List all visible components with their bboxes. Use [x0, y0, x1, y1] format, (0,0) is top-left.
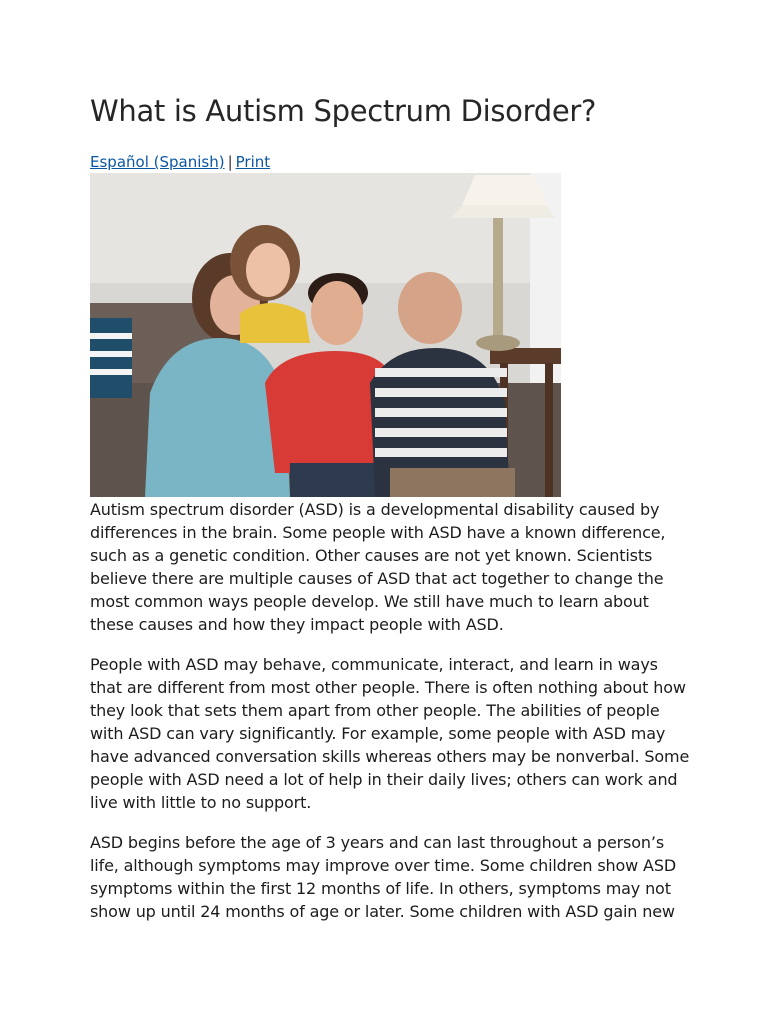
print-link[interactable]: Print	[235, 153, 271, 171]
paragraph: Autism spectrum disorder (ASD) is a developmental disability caused by differences in the brain. Some people with ASD have a known difference, such as a genetic condition. Other causes are not yet known. Scientists believe there are multiple causes of ASD that act together to change the most common ways people develop. We still have much to learn about these causes and how they impact people with ASD.	[90, 500, 666, 634]
page-title: What is Autism Spectrum Disorder?	[90, 94, 597, 128]
article-body	[90, 498, 690, 923]
family-photo	[90, 173, 561, 497]
link-separator: |	[227, 153, 233, 171]
paragraph: ASD begins before the age of 3 years and can last throughout a person’s life, although symptoms may improve over time. Some children show ASD symptoms within the first 12 months of life. In others, symptoms may not show up until 24 months of age or later. Some children with ASD gain new	[90, 833, 677, 921]
language-print-links	[90, 153, 270, 171]
paragraph: People with ASD may behave, communicate, interact, and learn in ways that are different from most other people. There is often nothing about how they look that sets them apart from other people. The abilities of people with ASD can vary significantly. For example, some people with ASD may have advanced conversation skills whereas others may be nonverbal. Some people with ASD need a lot of help in their daily lives; others can work and live with little to no support.	[90, 655, 690, 812]
spanish-link[interactable]: Español (Spanish)	[90, 153, 225, 171]
